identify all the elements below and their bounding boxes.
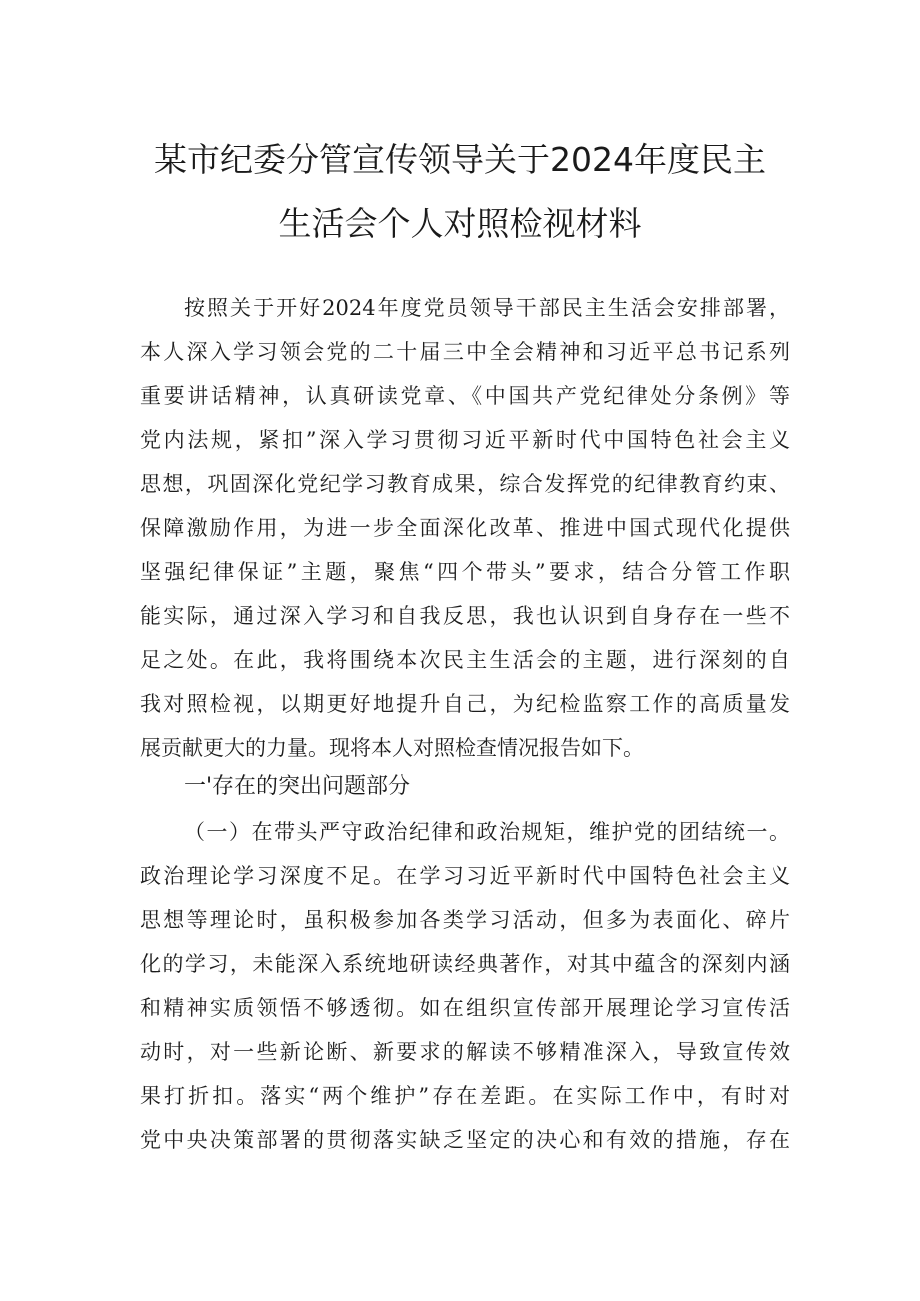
section-heading: 一'存在的突出问题部分 bbox=[184, 774, 411, 799]
section-paragraph-line: 动时，对一些新论断、新要求的解读不够精准深入，导致宣传效 bbox=[140, 1040, 790, 1064]
document-title-line-1: 某市纪委分管宣传领导关于2024年度民主 bbox=[154, 140, 766, 179]
intro-paragraph-line: 保障激励作用，为进一步全面深化改革、推进中国式现代化提供 bbox=[140, 516, 790, 540]
intro-paragraph-line: 按照关于开好2024年度党员领导干部民主生活会安排部署， bbox=[184, 296, 790, 320]
section-paragraph-line: 果打折扣。落实“两个维护”存在差距。在实际工作中，有时对 bbox=[140, 1084, 790, 1108]
intro-paragraph-line: 党内法规，紧扣”深入学习贯彻习近平新时代中国特色社会主义 bbox=[140, 428, 790, 452]
intro-paragraph-line: 本人深入学习领会党的二十届三中全会精神和习近平总书记系列 bbox=[140, 340, 790, 364]
intro-paragraph-line: 重要讲话精神，认真研读党章、《中国共产党纪律处分条例》等 bbox=[140, 384, 790, 408]
section-paragraph-line: 党中央决策部署的贯彻落实缺乏坚定的决心和有效的措施，存在 bbox=[140, 1128, 790, 1152]
document-title-line-2: 生活会个人对照检视材料 bbox=[278, 204, 642, 243]
intro-paragraph-line: 我对照检视，以期更好地提升自己，为纪检监察工作的高质量发 bbox=[140, 692, 790, 716]
section-paragraph-line: 化的学习，未能深入系统地研读经典著作，对其中蕴含的深刻内涵 bbox=[140, 952, 790, 976]
intro-paragraph-line: 能实际，通过深入学习和自我反思，我也认识到自身存在一些不 bbox=[140, 604, 790, 628]
intro-paragraph-line: 足之处。在此，我将围绕本次民主生活会的主题，进行深刻的自 bbox=[140, 648, 790, 672]
intro-paragraph-line: 思想，巩固深化党纪学习教育成果，综合发挥党的纪律教育约束、 bbox=[140, 472, 790, 496]
intro-paragraph-line: 坚强纪律保证”主题，聚焦“四个带头”要求，结合分管工作职 bbox=[140, 560, 790, 584]
section-paragraph-line: 政治理论学习深度不足。在学习习近平新时代中国特色社会主义 bbox=[140, 864, 790, 888]
intro-paragraph-line: 展贡献更大的力量。现将本人对照检查情况报告如下。 bbox=[140, 736, 644, 760]
section-paragraph-line: 思想等理论时，虽积极参加各类学习活动，但多为表面化、碎片 bbox=[140, 908, 790, 932]
section-paragraph-line: 和精神实质领悟不够透彻。如在组织宣传部开展理论学习宣传活 bbox=[140, 996, 790, 1020]
section-paragraph-line: （一）在带头严守政治纪律和政治规矩，维护党的团结统一。 bbox=[184, 820, 790, 844]
